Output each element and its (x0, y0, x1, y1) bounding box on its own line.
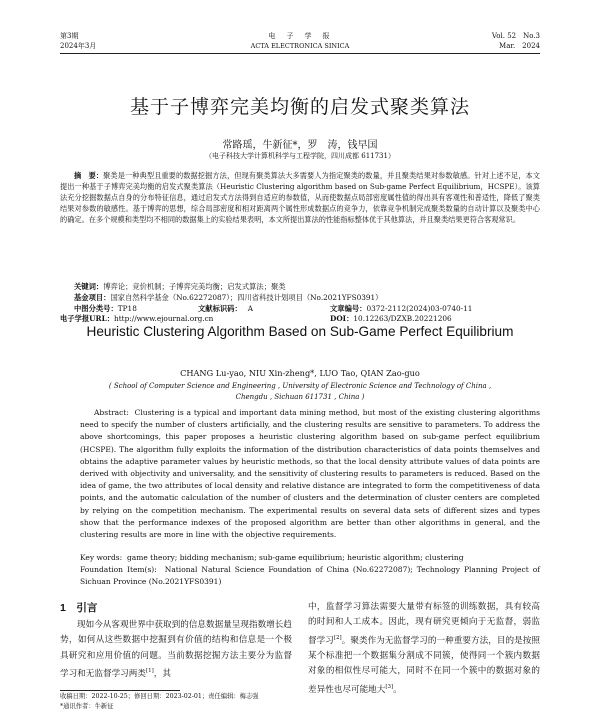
body-right-text: 中，监督学习算法需要大量带有标签的训练数据，具有较高的时间和人工成本。因此，现有研究更倾向于无监督，弱监督学习 (308, 602, 540, 646)
article-value: 0372-2112(2024)03-0740-11 (366, 304, 473, 313)
body-right-column (308, 600, 540, 698)
section-heading-intro: 1 引言 (60, 602, 98, 614)
authors-cn: 常路瑶，牛新征*，罗 涛，钱早国 (222, 140, 378, 151)
fund-cn (74, 292, 534, 303)
abstract-cn-label: 摘 要： (74, 171, 104, 180)
authors-en: CHANG Lu-yao, NIU Xin-zheng*, LUO Tao, QIAN Zao-guo (180, 368, 420, 378)
abstract-cn-text: 聚类是一种典型且重要的数据挖掘方法，但现有聚类算法大多需要人为指定聚类的数量，并且聚类结果对参数敏感。针对上述不足，本文提出一种基于子博弈完美均衡的启发式聚类算法（Heuristic Clustering algorithm based on Sub-game Perfect Equilibrium，HCSPE）。该算法充分挖掘数据点自身的分布特征信息，通过启发式方法得到自适应的参数值，从而使数据点局部密度属性值的得出具有客观性和普适性，降低了聚类结果对参数的敏感性。基于博弈的思想，综合局部密度和相对距离两个属性形成数据点的竞争力，依靠竞争机制完成聚类数量的自动计算以及聚类中心的确定。在多个规模和类型均不相同的数据集上的实验结果表明，本文所提出算法的性能指标整体优于其他算法，并且聚类结果更符合客观常识。 (60, 171, 540, 225)
header-rule (60, 53, 540, 54)
body-left-tail: ，其 (153, 669, 171, 680)
affiliation-en-line2: Chengdu , Sichuan 611731 , China ) (235, 393, 365, 401)
issue-number: 第3期 (60, 32, 79, 40)
keywords-cn-text: 博弈论；竞价机制；子博弈完美均衡；启发式算法；聚类 (103, 282, 286, 291)
footnote-corresponding: *通讯作者：牛新征 (60, 703, 114, 710)
abstract-en-label: Abstract: (94, 408, 129, 417)
fund-en-text: National Natural Science Foundation of China (No.62272087); Technology Planning Project of Sichuan Province (No.2021YFS0391) (80, 565, 540, 587)
affiliation-cn: （电子科技大学计算机科学与工程学院，四川成都 611731） (205, 152, 395, 160)
affiliation-en-line1: ( School of Computer Science and Engineering , University of Electronic Science and Technology of China , (108, 382, 492, 390)
paper-title-cn: 基于子博弈完美均衡的启发式聚类算法 (129, 96, 470, 118)
url-value[interactable]: http://www.ejournal.org.cn (114, 314, 214, 323)
citation-3[interactable]: [3] (385, 683, 394, 690)
doc-value: A (247, 304, 254, 313)
footnote-rule (60, 690, 180, 691)
affiliation-en (0, 381, 600, 403)
volume-number: Vol. 52 No.3 (491, 32, 540, 40)
doc-label: 文献标识码： (198, 304, 242, 313)
url-label: 电子学报URL： (60, 314, 115, 323)
keywords-cn-label: 关键词： (74, 282, 104, 291)
doi-value[interactable]: 10.12263/DZXB.20221206 (353, 314, 452, 323)
citation-1[interactable]: [1] (145, 668, 154, 675)
clc-value: TP18 (117, 304, 137, 313)
fund-en (80, 564, 540, 588)
abstract-cn (60, 170, 540, 225)
clc-label: 中图分类号： (74, 304, 118, 313)
fund-cn-text: 国家自然科学基金（No.62272087）；四川省科技计划项目（No.2021YFS0391） (110, 293, 383, 302)
keywords-en-label: Key words: (80, 553, 123, 562)
citation-2[interactable]: [2] (333, 634, 342, 641)
keywords-en-text: game theory; bidding mechanism; sub-game equilibrium; heuristic algorithm; clustering (126, 553, 464, 562)
fund-en-label: Foundation Item(s): (80, 565, 157, 574)
abstract-en-text: Clustering is a typical and important data mining method, but most of the existing clustering algorithms need to specify the number of clusters artificially, and the clustering results are sensitive to parameters. To address the above shortcomings, this paper proposes a heuristic clustering algorithm based on sub-game perfect equilibrium (HCSPE). The algorithm fully exploits the information of the distribution characteristics of data points themselves and obtains the adaptive parameter values by heuristic methods, so that the local density attribute values of data points are derived with objectivity and universality, and the sensitivity of clustering results to parameters is reduced. Based on the idea of game, the two attributes of local density and relative distance are integrated to form the competitiveness of data points, and the automatic calculation of the number of clusters and the determination of cluster centers are completed by relying on the competition mechanism. The experimental results on several data sets of different sizes and types show that the performance indexes of the proposed algorithm are better than other algorithms in general, and the clustering results are more in line with the objective requirements. (80, 408, 540, 540)
volume-date: Mar. 2024 (499, 42, 540, 50)
keywords-en (80, 552, 540, 564)
abstract-en (80, 407, 540, 541)
paper-title-en: Heuristic Clustering Algorithm Based on Sub-Game Perfect Equilibrium (86, 324, 514, 339)
article-label: 文章编号： (330, 304, 367, 313)
doi-label: DOI： (330, 314, 354, 323)
footnotes (60, 692, 300, 712)
keywords-cn (74, 281, 534, 292)
issue-date: 2024年3月 (60, 42, 97, 50)
journal-title-en: ACTA ELECTRONICA SINICA (250, 42, 350, 50)
body-right-end: 。 (393, 684, 402, 695)
body-right-tail: 。聚类作为无监督学习的一种重要方法，目的是按照某个标准把一个数据集分割成不同簇，使得同一个簇内数据对象的相似性尽可能大，同时不在同一个簇中的数据对象的差异性也尽可能地大 (308, 635, 540, 695)
footnote-dates: 收稿日期：2022-10-25；修回日期：2023-02-01；责任编辑：梅志强 (60, 693, 259, 700)
journal-url[interactable] (60, 313, 213, 324)
doi[interactable] (330, 313, 452, 324)
fund-cn-label: 基金项目： (74, 293, 111, 302)
body-left-text: 现如今从客观世界中获取到的信息数据量呈现指数增长趋势，如何从这些数据中挖掘到有价值的结构和信息是一个极具研究和应用价值的问题。当前数据挖掘方法主要分为监督学习和无监督学习两类 (60, 620, 292, 680)
journal-title-cn: 电 子 学 报 (268, 32, 332, 40)
body-left-column (60, 618, 292, 682)
